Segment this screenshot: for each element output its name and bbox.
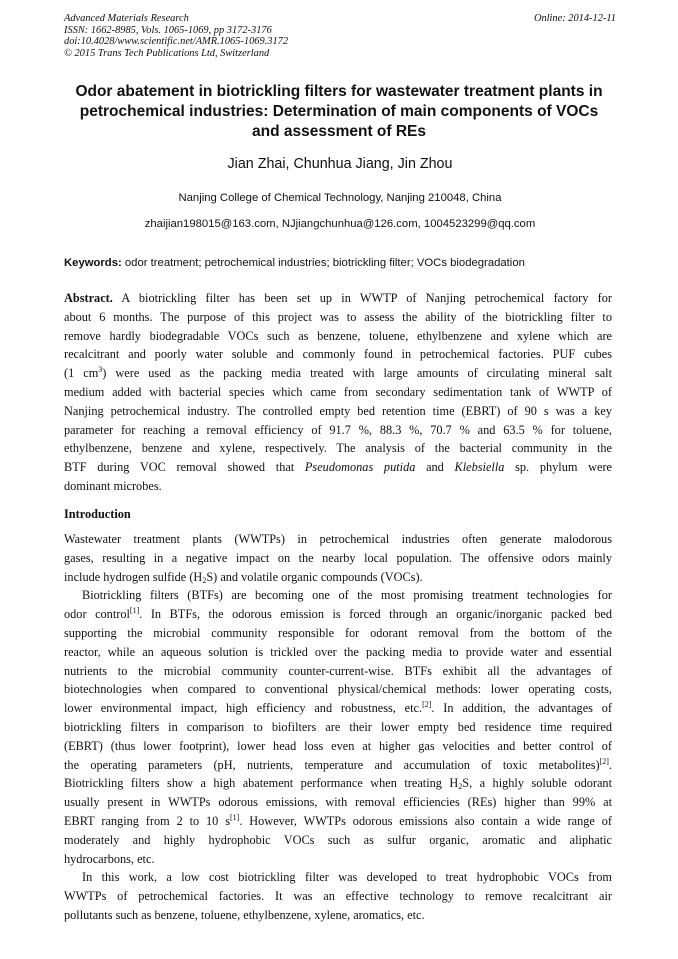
abstract-line: parameter for reaching a removal efficiency of 91.7 %, 88.3 %, 70.7 % and 63.5 % for toluene, <box>64 422 612 437</box>
doi-line[interactable]: doi:10.4028/www.scientific.net/AMR.1065-1069.3172 <box>64 36 289 48</box>
copyright-line: © 2015 Trans Tech Publications Ltd, Switzerland <box>64 47 270 59</box>
intro-line: the operating parameters (pH, nutrients, temperature and accumulation of toxic metabolites)[2]. <box>64 756 612 772</box>
intro-line: include hydrogen sulfide $(H_2S)$ and volatile organic compounds (VOCs). <box>64 569 423 585</box>
intro-line: Biotrickling filters show a high abatement performance when treating $H_2S$, a highly soluble odorant <box>64 776 612 792</box>
abstract <box>64 289 612 496</box>
title-line: and assessment of REs <box>251 123 426 140</box>
online-date: Online: 2014-12-11 <box>533 13 616 24</box>
intro-line: pollutants such as benzene, toluene, ethylbenzene, xylene, aromatics, etc. <box>64 907 425 922</box>
abstract-line: Nanjing petrochemical industry. The controlled empty bed retention time (EBRT) of 90 s was a key <box>64 403 612 418</box>
citation-ref[interactable]: [2] <box>422 700 432 710</box>
citation-ref[interactable]: [1] <box>129 606 140 616</box>
abstract-line: dominant microbes. <box>64 478 162 493</box>
intro-line: Wastewater treatment plants (WWTPs) in petrochemical industries often generate malodorous <box>64 532 612 546</box>
intro-line: lower environmental impact, high efficiency and robustness, etc.[2]. In addition, the advantages of <box>64 700 612 716</box>
affiliation: Nanjing College of Chemical Technology, Nanjing 210048, China <box>178 192 502 204</box>
intro-line: biotechnologies when compared to conventional physical/chemical methods: lower operating costs, <box>64 682 612 697</box>
title-line: Odor abatement in biotrickling filters for wastewater treatment plants in <box>75 83 603 100</box>
section-heading-introduction: Introduction <box>64 507 131 521</box>
abstract-line: Abstract. A biotrickling filter has been set up in WWTP of Nanjing petrochemical factory for <box>64 291 612 305</box>
author-emails[interactable]: zhaijian198015@163.com, NJjiangchunhua@126.com, 1004523299@qq.com <box>144 218 536 230</box>
citation-ref[interactable]: [1] <box>230 812 240 822</box>
intro-line: hydrocarbons, etc. <box>64 851 155 866</box>
introduction-body <box>64 530 612 925</box>
abstract-label: Abstract. <box>64 291 113 305</box>
intro-line: biotrickling filters in comparison to biofilters are their lower empty bed residence time required <box>64 719 612 734</box>
intro-line: reactor, while an aqueous solution is trickled over the packing media to provide water and essential <box>64 644 612 659</box>
title-line: petrochemical industries: Determination of main components of VOCs <box>79 103 599 120</box>
abstract-line: medium added with bacterial species which came from secondary sedimentation tank of WWTP of <box>64 384 612 399</box>
intro-line: odor control[1]. In BTFs, the odorous emission is forced through an organic/inorganic packed bed <box>64 606 612 622</box>
intro-line: supporting the microbial community responsible for odorant removal from the bottom of the <box>64 625 612 640</box>
abstract-line: (1 $cm^3$) were used as the packing media treated with large amounts of circulating mineral salt <box>64 365 612 381</box>
intro-line: (EBRT) (thus lower footprint), lower head loss even at higher gas velocities and better control of <box>64 738 612 753</box>
intro-line: usually present in WWTPs odorous emissions, with removal efficiencies (REs) higher than 99% at <box>64 795 612 810</box>
keywords-text: odor treatment; petrochemical industries; biotrickling filter; VOCs biodegradation <box>121 257 525 269</box>
intro-line: EBRT ranging from 2 to 10 s[1]. However, WWTPs odorous emissions also contain a wide range of <box>64 812 612 828</box>
abstract-line: ethylbenzene, benzene and xylene, respectively. The analysis of the bacterial community in the <box>64 441 612 456</box>
keywords-label: Keywords: <box>64 257 122 269</box>
paper-title <box>52 82 626 142</box>
intro-line: WWTPs of petrochemical factories. It was an effective technology to remove recalcitrant air <box>64 889 612 904</box>
intro-line: gases, resulting in a negative impact on the nearby local population. The offensive odors mainly <box>64 550 612 565</box>
intro-line: In this work, a low cost biotrickling filter was developed to treat hydrophobic VOCs from <box>82 870 612 885</box>
abstract-line: recalcitrant and poorly water soluble and commonly found in petrochemical factories. PUF cubes <box>64 347 612 362</box>
intro-line: nutrients to the microbial community counter-current-wise. BTFs exhibit all the advantages of <box>64 663 612 678</box>
authors: Jian Zhai, Chunhua Jiang, Jin Zhou <box>227 156 453 172</box>
keywords <box>64 257 616 269</box>
intro-line: Biotrickling filters (BTFs) are becoming one of the most promising treatment technologies for <box>82 588 612 603</box>
abstract-line: BTF during VOC removal showed that Pseudomonas putida and Klebsiella sp. phylum were <box>64 460 613 475</box>
intro-line: moderately and highly hydrophobic VOCs such as sulfur organic, aromatic and aliphatic <box>64 832 612 847</box>
journal-name: Advanced Materials Research <box>64 13 189 24</box>
journal-header <box>64 13 616 59</box>
issn-line: ISSN: 1662-8985, Vols. 1065-1069, pp 3172-3176 <box>64 24 272 36</box>
citation-ref[interactable]: [2] <box>599 756 609 766</box>
abstract-line: remove hardly biodegradable VOCs such as benzene, toluene, ethylbenzene and xylene which are <box>64 328 612 343</box>
abstract-line: about 6 months. The purpose of this project was to assess the ability of the biotrickling filter to <box>64 309 612 324</box>
